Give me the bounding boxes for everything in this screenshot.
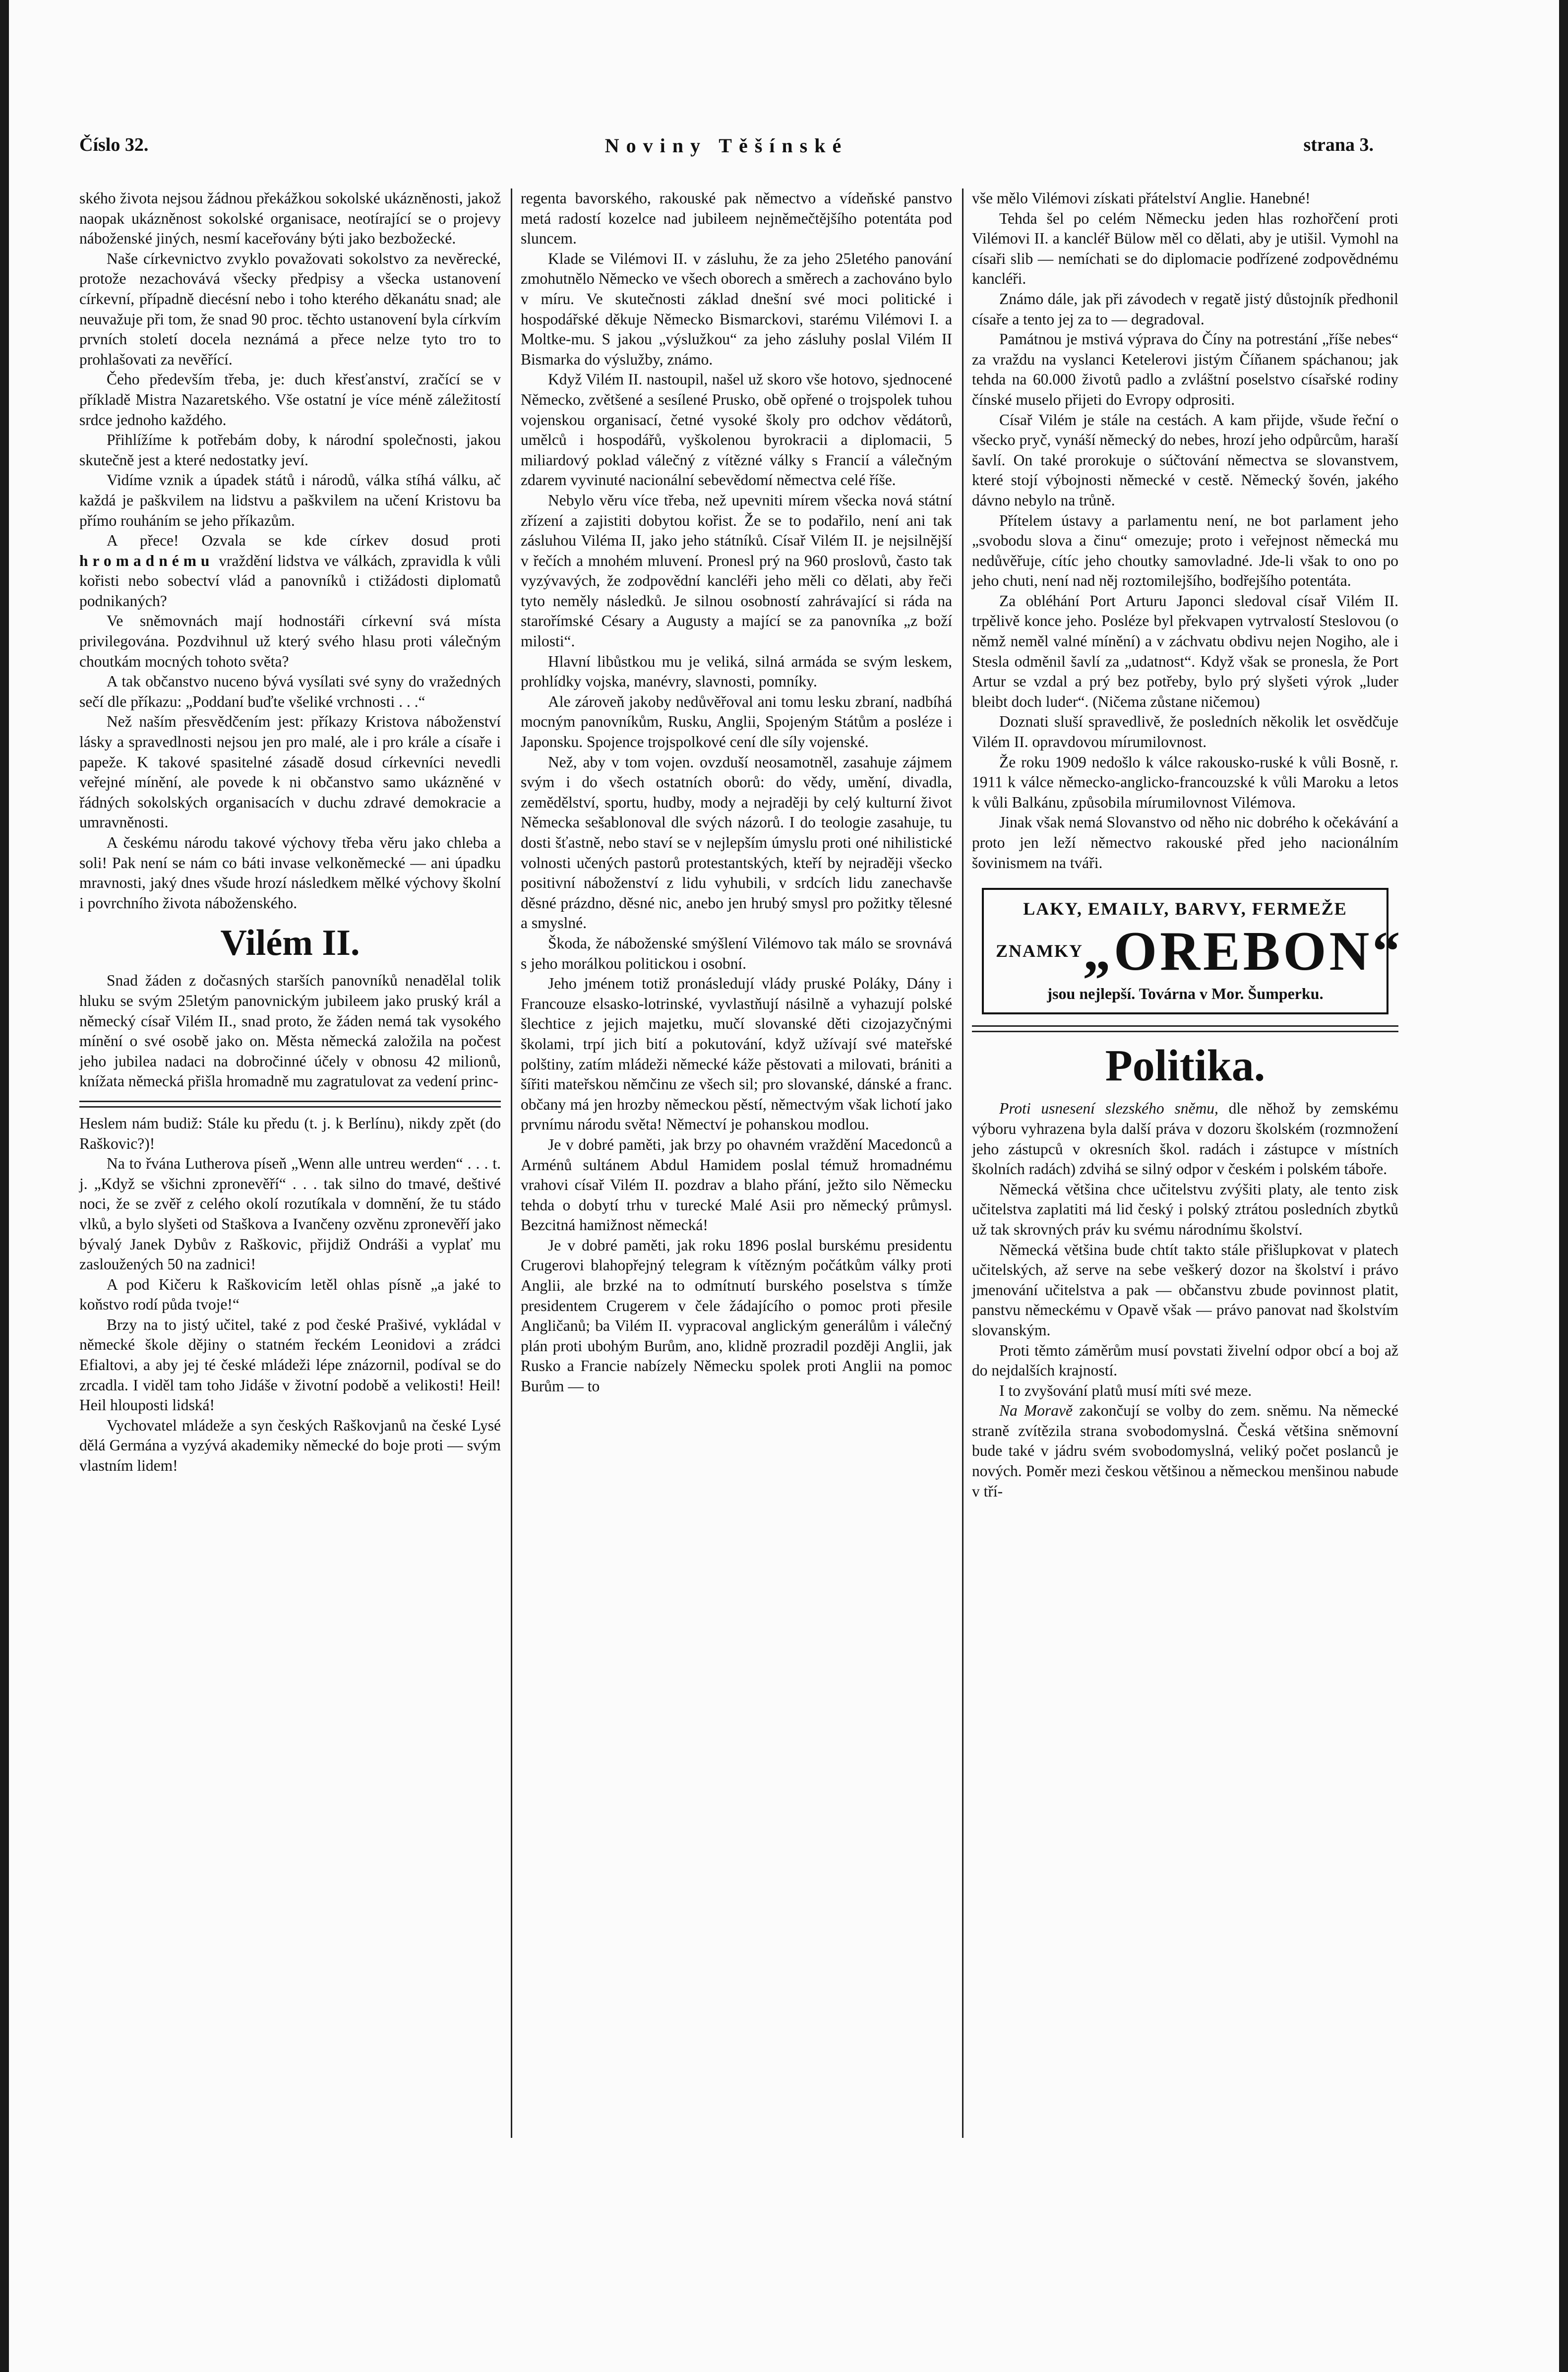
paragraph: Tehda šel po celém Německu jeden hlas rozhořčení proti Vilémovi II. a kancléř Bülow měl co dělati, aby je utišil. Vymohl na císaři slib — nemíchati se do diplomacie podřízené zodpovědnému kancléři. (972, 209, 1398, 288)
text-run: A přece! Ozvala se kde církev dosud proti (107, 532, 501, 550)
scan-edge-left (0, 0, 9, 2372)
paragraph: Hlavní libůstkou mu je veliká, silná armáda se svým leskem, prohlídky vojska, manévry, slavnosti, pomníky. (521, 652, 952, 690)
paragraph: Vychovatel mládeže a syn českých Raškovjanů na české Lysé dělá Germána a vyzývá akademiky německé do boje proti — svým vlastním lidem! (79, 1416, 501, 1475)
paragraph: Že roku 1909 nedošlo k válce rakousko-ruské k vůli Bosně, r. 1911 k válce německo-anglicko-francouzské k vůli Maroku a letos k vůli Balkánu, způsobila mírumilovnost Vilémova. (972, 753, 1398, 811)
text-run: zakončují se volby do zem. sněmu. Na německé straně zvítězila strana svobodomyslná. Česká většina sněmovní bude také v jádru svém svobodomyslná, veliký počet poslanců je nových. Poměr mezi českou většinou a německou menšinou nabude v tří- (972, 1402, 1398, 1500)
paragraph: Známo dále, jak při závodech v regatě jistý důstojník předhonil císaře a tento jej za to — degradoval. (972, 290, 1398, 328)
page-header (79, 134, 1374, 164)
paragraph: I to zvyšování platů musí míti své meze. (999, 1381, 1252, 1399)
paragraph: Než, aby v tom vojen. ovzduší neosamotněl, zasahuje zájmem svým i do všech ostatních oborů: do vědy, umění, divadla, zemědělství, sportu, hudby, mody a nejraději by celý kulturní život Německa sešablonoval dle svých názorů. I do teologie zasahuje, tu dosti šťastně, nebo staví se v nejlepším úmyslu proti oné nihilistické volnosti učených pastorů protestantských, kteří by nejraději všecko positivní náboženství z lidu vyhubili, v srdcích lidu zanechavše děsné prázdno, děsné nic, anebo jen hrubý smysl pro požitky tělesné a smyslné. (521, 753, 952, 932)
paragraph (972, 1099, 1398, 1179)
paragraph: Německá většina bude chtít takto stále přišlupkovat v platech učitelských, až serve na sebe veškerý dozor na školství i právo jmenování učitelstva a pak — občanstvu zbude povinnost platit, panstvu německému v Opavě však — právo panovat nad školstvím slovanským. (972, 1241, 1398, 1339)
text-run: dle něhož by zemskému výboru vyhrazena byla další práva v dozoru školském (rozmnožení jeho zástupců v okresních škol. radách i zástupce v místních školních radách) zdvihá se silný odpor v českém i polském táboře. (972, 1100, 1398, 1178)
column-rule (511, 188, 512, 2138)
newspaper-title: Noviny Těšínské (604, 134, 848, 157)
paragraph: Německá většina chce učitelstvu zvýšiti platy, ale tento zisk učitelstva zaplatiti má lid český i polský ztrátou posledních zbytků už tak skrovných práv ku svému národnímu školství. (972, 1180, 1398, 1238)
paragraph: Přihlížíme k potřebám doby, k národní společnosti, jakou skutečně jest a které nedostatky jeví. (79, 431, 501, 469)
paragraph: regenta bavorského, rakouské pak němectvo a vídeňské panstvo metá radostí kozelce nad jubileem nejněmečtějšího potentáta pod sluncem. (521, 189, 952, 248)
italic-lead: Na Moravě (999, 1402, 1073, 1420)
ad-znamky-label: ZNAMKY (996, 941, 1083, 961)
section-divider (79, 1101, 501, 1108)
paragraph: Než naším přesvědčením jest: příkazy Kristova náboženství lásky a spravedlnosti nejsou jen pro malé, ale i pro krále a císaře i papeže. K takové spasitelné zásadě dosud církevníci nevedli veřejné mínění, ale povede k ni občanstvo samo ukázněné v řádných sokolských organisacích v duchu zdravé demokracie a umravněnosti. (79, 713, 501, 831)
paragraph: A českému národu takové výchovy třeba věru jako chleba a soli! Pak není se nám co báti invase velkoněmecké — ani úpadku mravnosti, jaký dnes všude hrozí následkem mělké výchovy školní i povrchního života náboženského. (79, 834, 501, 912)
paragraph: Je v dobré paměti, jak brzy po ohavném vraždění Macedonců a Arménů sultánem Abdul Hamidem poslal témuž hromadnému vrahovi císař Vilém II. pozdrav a blaho přání, ježto silo Německu tehda o dobytí trhu v turecké Malé Asii pro německý průmysl. Bezcitná hamižnost německá! (521, 1135, 952, 1234)
paragraph: Na to řvána Lutherova píseň „Wenn alle untreu werden“ . . . t. j. „Když se všichni zpronevěří“ . . . tak silno do tmavé, deštivé noci, že se zvěř z celého okolí rozutíkala v domnění, že tu stádo vlků, a bylo slyšeti od Staškova a Ivančeny ozvěnu zpronevěří jako bývalý Janek Dybův z Raškovic, přijdiž Ondráši a vyplať mu zasloužených 50 na zadnici! (79, 1155, 501, 1273)
paragraph: Naše církevnictvo zvyklo považovati sokolstvo za nevěrecké, protože nezachovává všecky předpisy a všecka ustanovení církevní, případně diecésní nebo i toho kterého děkanátu snad; ale neuvažuje při tom, že snad 90 proc. těchto ustanovení byla církvím prvních století docela neznámá a přece nelze tyto tro to prohlašovati za nevěřící. (79, 250, 501, 368)
scan-edge-right (1559, 0, 1568, 2372)
paragraph: Heslem nám budiž: Stále ku předu (t. j. k Berlínu), nikdy zpět (do Raškovic?)! (79, 1114, 501, 1152)
paragraph: Škoda, že náboženské smýšlení Vilémovo tak málo se srovnává s jeho morálkou politickou i osobní. (521, 934, 952, 972)
section-divider (972, 1025, 1398, 1032)
spaced-emphasis: hromadnému (79, 552, 214, 569)
paragraph (972, 1401, 1398, 1501)
text-run: vraždění lidstva ve válkách, zpravidla k vůli kořisti nebo sobectví vlád a panovníků i ctižádosti diplomatů podnikaných? (79, 552, 501, 610)
paragraph: Jinak však nemá Slovanstvo od něho nic dobrého k očekávání a proto jen leží němectvo rakouské před jeho nacionálním šovinismem na tváři. (972, 813, 1398, 872)
column-3 (972, 188, 1403, 1501)
paragraph: Přítelem ústavy a parlamentu není, ne bot parlament jeho „svobodu slova a činu“ omezuje; proto i veřejnost německá mu nedůvěřuje, cítíc jeho choutky samovladné. Jde-li však to ono po jeho chuti, není nad něj roztomilejšího, bodřejšího potentáta. (972, 511, 1398, 590)
paragraph: A pod Kičeru k Raškovicím letěl ohlas písně „a jaké to koňstvo rodí půda tvoje!“ (79, 1275, 501, 1313)
page-number: strana 3. (1303, 134, 1374, 155)
paragraph: Za obléhání Port Arturu Japonci sledoval císař Vilém II. trpělivě konce jeho. Posléze byl překvapen vytrvalostí Steslovou (o němž neměl valné mínění) a v záchvatu obdivu nejen Nogiho, ale i Stesla odměnil šavlí za „udatnost“. Když však se pronesla, že Port Artur se vzdal a prý bez potřeby, bylo prý slyšeti výrok „luder bleibt doch luder“. (Ničema zůstane ničemou) (972, 592, 1398, 710)
paragraph: Proti těmto záměrům musí povstati živelní odpor obcí a boj až do nejdalších krajností. (972, 1341, 1398, 1379)
paragraph: Brzy na to jistý učitel, také z pod české Prašivé, vykládal v německé škole dějiny o statném řeckém Leonidovi a zrádci Efialtovi, a aby jej té české mládeži lépe znázornil, podíval se do zrcadla. I viděl tam toho Jidáše v životní podobě a velikosti! Heil! Heil hlouposti lidská! (79, 1315, 501, 1414)
paragraph: vše mělo Vilémovi získati přátelství Anglie. Hanebné! (972, 189, 1311, 207)
paragraph: Snad žáden z dočasných starších panovníků nenadělal tolik hluku se svým 25letým panovnickým jubileem jako pruský král a německý císař Vilém II., snad proto, že žáden nemá tak vysokého mínění o své osobě jako on. Města německá založila na počest jeho jubilea nadaci na dobročinné účely v obnosu 42 milionů, knížata německá přišla hromadně mu zagratulovat za vedení princ- (79, 972, 501, 1090)
column-2 (521, 188, 952, 1397)
paragraph: Nebylo věru více třeba, než upevniti mírem všecka nová státní zřízení a zajistiti dobytou kořist. Že se to podařilo, není ani tak zásluhou Viléma II, jako jeho státníků. Císař Vilém II. je nejsilnější v řečích a mnohém mluvení. Pronesl prý na 960 proslovů, často tak vyzývavých, že zodpovědní kancléři jeho měli co dělati, aby řeči tyto neměly následků. Je silnou osobností zahrávající si ráda na starořímské Césary a Augusty a mající se za panovníka „z boží milosti“. (521, 491, 952, 650)
paragraph: Císař Vilém je stále na cestách. A kam přijde, všude řeční o všecko pryč, vynáší německý do nebes, hrozí jeho odpůrcům, haraší šavlí. On také prorokuje o súčtování němectva se slovanstvem, které stojí výbojnosti německé v cestě. Německý šovén, jakého dávno nebylo na trůně. (972, 411, 1398, 509)
issue-number: Číslo 32. (79, 134, 149, 155)
italic-lead: Proti usnesení slezského sněmu, (999, 1100, 1218, 1118)
article-title: Vilém II. (220, 923, 360, 964)
paragraph: Památnou je mstivá výprava do Číny na potrestání „říše nebes“ za vraždu na vyslanci Ketelerovi jistým Číňanem spáchanou; jak tehda na 60.000 životů padlo a zvláštní poselstvo císařské rodiny čínské muselo přijeti do Evropy odprositi. (972, 330, 1398, 408)
paragraph: A tak občanstvo nuceno bývá vysílati své syny do vražedných sečí dle příkazu: „Poddaní buďte všeliké vrchnosti . . .“ (79, 673, 501, 710)
section-title: Politika. (1105, 1041, 1266, 1091)
paragraph: Doznati sluší spravedlivě, že posledních několik let osvědčuje Vilém II. opravdovou mírumilovnost. (972, 713, 1398, 751)
paragraph: Čeho především třeba, je: duch křesťanství, zračící se v příkladě Mistra Nazaretského. Vše ostatní je více méně záležitostí srdce jednoho každého. (79, 371, 501, 429)
column-rule (962, 188, 964, 2138)
paragraph (79, 531, 501, 611)
paragraph: Vidíme vznik a úpadek států i národů, válka stíhá válku, ač každá je paškvilem na lidstvu a paškvilem na učení Kristovu ba přímo rouháním se jeho příkazům. (79, 471, 501, 529)
ad-brand-row (996, 920, 1403, 982)
ad-brand-name: „OREBON“ (1083, 920, 1403, 982)
paragraph: Ve sněmovnách mají hodnostáři církevní svá místa privilegována. Pozdvihnul už který svého hlasu proti válečným choutkám mocných tohoto světa? (79, 612, 501, 670)
paragraph: Jeho jménem totiž pronásledují vlády pruské Poláky, Dány i Francouze elsasko-lotrinské, vyvlastňují násilně a vyhazují polské šlechtice z jejich majetku, mučí slovanské děti cizojazyčnými školami, trpí jich bití a pokutování, když užívají své mateřské polštiny, zatím mládeži německé káže pěstovati a milovati, brániti a šířiti mateřskou němčinu ze všech sil; pro slovanské, dánské a franc. občany má jen hrozby německou pěstí, němectvým však lichotí jako prvnímu národu světa! Němectví je pohanskou modlou. (521, 975, 952, 1133)
paragraph: Když Vilém II. nastoupil, našel už skoro vše hotovo, sjednocené Německo, zvětšené a sesílené Prusko, obě opřené o trojspolek tuhou vojenskou organisací, četné vysoké školy pro odchov vědátorů, umělců i hospodářů, vyškolenou byrokracii a diplomacii, 5 miliardový poklad válečný z vítězné války s Francií a válečným zdarem vyvinuté nacionální sebevědomí němectva celé říše. (521, 371, 952, 489)
paragraph: ského života nejsou žádnou překážkou sokolské ukázněnosti, jakož naopak ukázněnost sokolské organisace, neotírající se o projevy náboženské jiných, nesmí kaceřovány býti jako bezbožecké. (79, 189, 501, 248)
orebon-advertisement (982, 888, 1403, 1014)
column-1 (79, 188, 501, 1476)
ad-factory-line: jsou nejlepší. Továrna v Mor. Šumperku. (1047, 984, 1324, 1002)
paragraph: Klade se Vilémovi II. v zásluhu, že za jeho 25letého panování zmohutnělo Německo ve všech oborech a směrech a zachováno bylo v míru. Ve skutečnosti základ dnešní své moci politické i hospodářské děkuje Německo Bismarckovi, starému Vilémovi I. a Moltke-mu. S jakou „výslužkou“ za jeho zásluhy poslal Vilém II Bismarka do výslužby, známo. (521, 250, 952, 368)
paragraph: Ale zároveň jakoby nedůvěřoval ani tomu lesku zbraní, nadbíhá mocným panovníkům, Rusku, Anglii, Spojeným Státům a posléze i Japonsku. Spojence trojspolkové cení dle síly vojenské. (521, 692, 952, 751)
paragraph: Je v dobré paměti, jak roku 1896 poslal burskému presidentu Crugerovi blahopřejný telegram k vítězným počátkům války proti Anglii, ale brzké na to odmítnutí burského poselstva s tímže presidentem Crugerem v čele žádajícího o pomoc proti přesile Angličanů; ba Vilém II. vypracoval anglickým generálům i válečný plán proti ubohým Burům, ano, klidně prozradil později Anglii, jak Rusko a Francie nabízely Německu spolek proti Anglii na pomoc Burům — to (521, 1236, 952, 1395)
ad-products-line: LAKY, EMAILY, BARVY, FERMEŽE (1023, 899, 1347, 919)
